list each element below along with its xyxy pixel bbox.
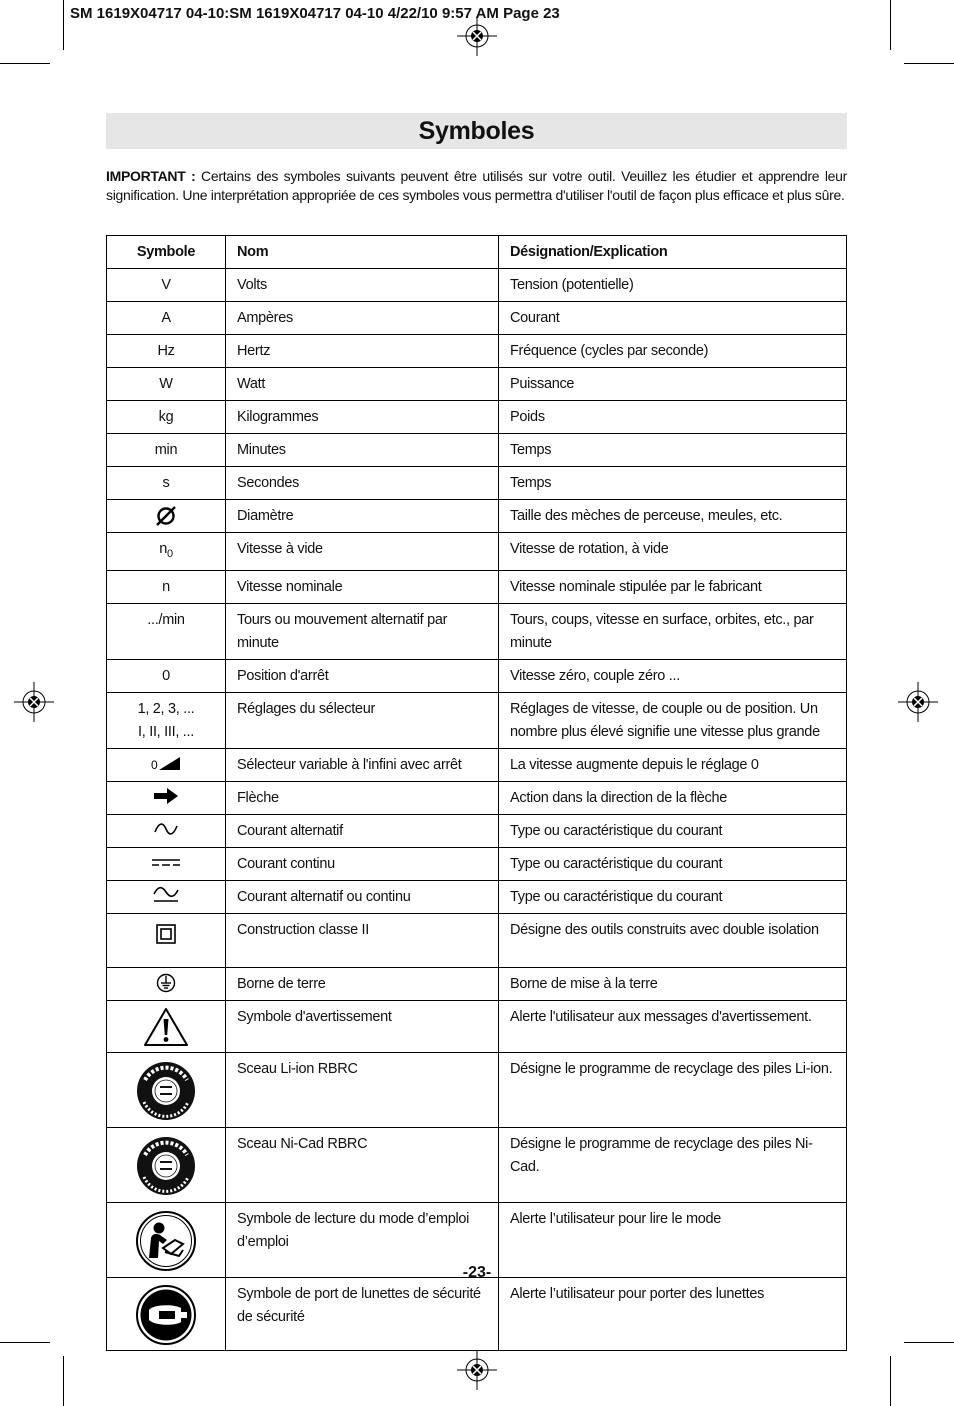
symbol-cell: kg <box>107 401 226 434</box>
table-row <box>107 401 847 434</box>
symbol-subscript: 0 <box>166 547 173 560</box>
name-cell: Symbole d'avertissement <box>226 1000 499 1052</box>
desc-cell: Vitesse nominale stipulée par le fabricant <box>499 570 847 603</box>
name-cell: Sceau Ni-Cad RBRC <box>226 1127 499 1202</box>
symbol-cell <box>107 1277 226 1350</box>
table-row <box>107 603 847 659</box>
symbol-cell <box>107 967 226 1000</box>
symbol-cell <box>107 1000 226 1052</box>
intro-text: Certains des symboles suivants peuvent être utilisés sur votre outil. Veuillez les étudier et apprendre leur signification. Une interprétation appropriée de ces symboles vous permettra d'utiliser l'outil de façon plus efficace et plus sûre. <box>106 168 847 203</box>
desc-cell: Tours, coups, vitesse en surface, orbites, etc., par minute <box>499 603 847 659</box>
table-row <box>107 692 847 748</box>
symbol-n: n <box>159 541 167 557</box>
name-cell: Courant alternatif ou continu <box>226 880 499 913</box>
name-cell: Courant continu <box>226 847 499 880</box>
desc-cell: Temps <box>499 467 847 500</box>
desc-cell: Désigne le programme de recyclage des piles Ni-Cad. <box>499 1127 847 1202</box>
symbol-cell <box>107 1127 226 1202</box>
name-cell: Tours ou mouvement alternatif par minute <box>226 603 499 659</box>
printer-slug: SM 1619X04717 04-10:SM 1619X04717 04-10 4/22/10 9:57 AM Page 23 <box>70 5 560 22</box>
name-cell: Diamètre <box>226 500 499 533</box>
name-cell: Hertz <box>226 335 499 368</box>
name-cell: Ampères <box>226 302 499 335</box>
header-symbole: Symbole <box>107 236 226 269</box>
page-number: -23- <box>462 1264 492 1281</box>
desc-cell: Vitesse de rotation, à vide <box>499 533 847 571</box>
name-cell: Sceau Li-ion RBRC <box>226 1052 499 1127</box>
table-row <box>107 659 847 692</box>
registration-mark-icon <box>457 1350 497 1390</box>
table-row <box>107 500 847 533</box>
symbol-cell <box>107 500 226 533</box>
table-header-row <box>107 236 847 269</box>
intro-label: IMPORTANT : <box>106 168 196 184</box>
desc-cell: Poids <box>499 401 847 434</box>
desc-cell: La vitesse augmente depuis le réglage 0 <box>499 748 847 781</box>
read-manual-icon <box>135 1210 197 1272</box>
crop-mark-br-h <box>904 1342 954 1343</box>
table-row <box>107 880 847 913</box>
symbol-cell <box>107 692 226 748</box>
symbol-cell: V <box>107 269 226 302</box>
desc-cell: Type ou caractéristique du courant <box>499 880 847 913</box>
name-cell: Volts <box>226 269 499 302</box>
name-cell: Construction classe II <box>226 913 499 967</box>
ac-dc-icon <box>152 886 180 904</box>
symbol-cell: n <box>107 570 226 603</box>
crop-mark-tl-h <box>0 63 50 64</box>
table-row <box>107 1277 847 1350</box>
symbol-cell <box>107 814 226 847</box>
symbol-cell: 0 <box>107 659 226 692</box>
desc-cell: Réglages de vitesse, de couple ou de position. Un nombre plus élevé signifie une vitesse plus grande <box>499 692 847 748</box>
header-designation: Désignation/Explication <box>499 236 847 269</box>
name-cell: Vitesse nominale <box>226 570 499 603</box>
intro-paragraph <box>106 167 847 205</box>
name-cell: Sélecteur variable à l'infini avec arrêt <box>226 748 499 781</box>
table-row <box>107 913 847 967</box>
desc-cell: Action dans la direction de la flèche <box>499 781 847 814</box>
desc-cell: Fréquence (cycles par seconde) <box>499 335 847 368</box>
crop-mark-bl-h <box>0 1342 50 1343</box>
class-ii-icon <box>156 924 176 944</box>
table-row <box>107 1000 847 1052</box>
registration-mark-icon <box>14 682 54 722</box>
desc-cell: Courant <box>499 302 847 335</box>
desc-cell: Alerte l'utilisateur aux messages d'avertissement. <box>499 1000 847 1052</box>
arrow-icon <box>153 787 179 805</box>
safety-glasses-icon <box>135 1284 197 1346</box>
page-title: Symboles <box>418 117 535 145</box>
registration-mark-icon <box>898 682 938 722</box>
desc-cell: Vitesse zéro, couple zéro ... <box>499 659 847 692</box>
rbrc-ni-cad-seal-icon <box>135 1135 197 1197</box>
desc-cell: Désigne des outils construits avec double isolation <box>499 913 847 967</box>
direct-current-icon <box>151 853 181 871</box>
desc-cell: Alerte l’utilisateur pour lire le mode <box>499 1202 847 1277</box>
table-row <box>107 335 847 368</box>
selector-zero-label: 0 <box>151 757 158 772</box>
desc-cell: Tension (potentielle) <box>499 269 847 302</box>
symbol-cell <box>107 748 226 781</box>
desc-cell: Borne de mise à la terre <box>499 967 847 1000</box>
desc-cell: Taille des mèches de perceuse, meules, etc. <box>499 500 847 533</box>
symbol-cell: Hz <box>107 335 226 368</box>
name-cell: Réglages du sélecteur <box>226 692 499 748</box>
variable-selector-icon <box>151 754 181 772</box>
name-cell: Symbole de lecture du mode d’emploi d’emploi <box>226 1202 499 1277</box>
name-cell: Watt <box>226 368 499 401</box>
name-cell: Borne de terre <box>226 967 499 1000</box>
name-cell: Position d'arrêt <box>226 659 499 692</box>
symbol-cell <box>107 880 226 913</box>
name-cell: Flèche <box>226 781 499 814</box>
crop-mark-tl-v <box>63 0 64 50</box>
crop-mark-bl-v <box>63 1356 64 1406</box>
warning-triangle-icon <box>143 1007 189 1047</box>
name-cell: Minutes <box>226 434 499 467</box>
table-row <box>107 814 847 847</box>
crop-mark-br-v <box>890 1356 891 1406</box>
table-row <box>107 570 847 603</box>
table-row <box>107 533 847 571</box>
desc-cell: Désigne le programme de recyclage des piles Li-ion. <box>499 1052 847 1127</box>
table-row <box>107 1127 847 1202</box>
table-row <box>107 368 847 401</box>
table-row <box>107 434 847 467</box>
symbol-cell <box>107 913 226 967</box>
rbrc-li-ion-seal-icon <box>135 1060 197 1122</box>
name-cell: Kilogrammes <box>226 401 499 434</box>
symbol-cell <box>107 847 226 880</box>
name-cell: Vitesse à vide <box>226 533 499 571</box>
name-cell: Symbole de port de lunettes de sécurité de sécurité <box>226 1277 499 1350</box>
symbol-cell: min <box>107 434 226 467</box>
name-cell: Courant alternatif <box>226 814 499 847</box>
desc-cell: Alerte l’utilisateur pour porter des lunettes <box>499 1277 847 1350</box>
desc-cell: Temps <box>499 434 847 467</box>
title-bar <box>106 113 847 149</box>
table-row <box>107 1052 847 1127</box>
table-row <box>107 781 847 814</box>
table-row <box>107 302 847 335</box>
table-row <box>107 748 847 781</box>
table-row <box>107 467 847 500</box>
symbol-cell: W <box>107 368 226 401</box>
symbol-cell: A <box>107 302 226 335</box>
name-cell: Secondes <box>226 467 499 500</box>
symbol-cell <box>107 533 226 571</box>
symbol-line-2: I, II, III, ... <box>138 723 194 740</box>
earth-ground-icon <box>156 973 176 993</box>
desc-cell: Type ou caractéristique du courant <box>499 847 847 880</box>
desc-cell: Type ou caractéristique du courant <box>499 814 847 847</box>
symbol-cell <box>107 1052 226 1127</box>
crop-mark-tr-h <box>904 63 954 64</box>
header-nom: Nom <box>226 236 499 269</box>
diameter-icon <box>155 505 177 527</box>
symbol-cell: .../min <box>107 603 226 659</box>
symbol-cell: s <box>107 467 226 500</box>
symbol-cell <box>107 781 226 814</box>
table-row <box>107 967 847 1000</box>
desc-cell: Puissance <box>499 368 847 401</box>
table-row <box>107 847 847 880</box>
symbol-line-1: 1, 2, 3, ... <box>137 700 195 717</box>
alternating-current-icon <box>153 820 179 838</box>
crop-mark-tr-v <box>890 0 891 50</box>
table-row <box>107 269 847 302</box>
symbols-table <box>106 235 847 1351</box>
registration-mark-icon <box>457 16 497 56</box>
